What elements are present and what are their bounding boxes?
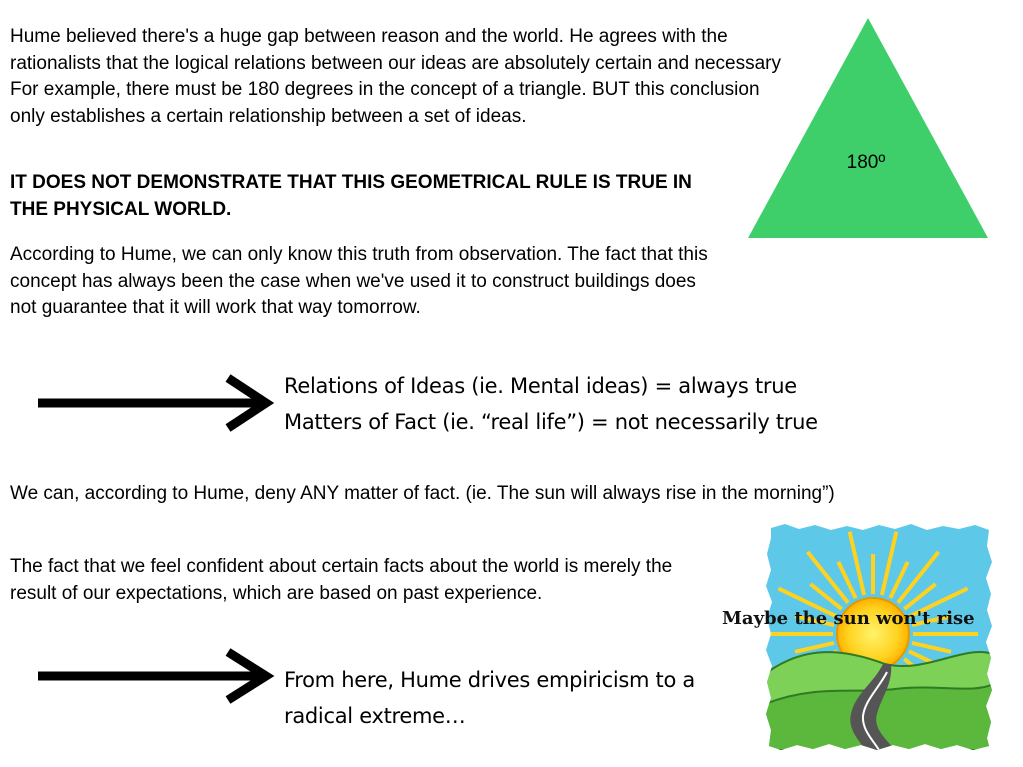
paragraph-observation: According to Hume, we can only know this truth from observation. The fact that this concept has always been the case when we've used it to construct buildings does not guarantee that it will work that way tomorrow. xyxy=(10,244,708,318)
triangle-degrees-label: 180º xyxy=(846,152,886,173)
callout-conclusion: From here, Hume drives empiricism to a radical extreme… xyxy=(284,668,695,728)
paragraph-expectations: The fact that we feel confident about certain facts about the world is merely the result of our expectations, which are based on past experience. xyxy=(10,556,673,604)
right-arrow-icon xyxy=(36,374,276,434)
sun-image-caption: Maybe the sun won't rise xyxy=(722,608,975,629)
triangle-icon xyxy=(748,18,988,240)
callout-matters-of-fact: Matters of Fact (ie. “real life”) = not necessarily true xyxy=(284,410,818,434)
paragraph-geometrical-rule: IT DOES NOT DEMONSTRATE THAT THIS GEOMETRICAL RULE IS TRUE IN THE PHYSICAL WORLD. xyxy=(10,172,692,220)
sunrise-road-image xyxy=(765,524,993,750)
callout-relations-of-ideas: Relations of Ideas (ie. Mental ideas) = always true xyxy=(284,374,797,398)
paragraph-deny-matter-of-fact: We can, according to Hume, deny ANY matter of fact. (ie. The sun will always rise in the morning”) xyxy=(10,483,835,504)
paragraph-reason-gap: Hume believed there's a huge gap between reason and the world. He agrees with the rationalists that the logical relations between our ideas are absolutely certain and necessary For example, there must be 180 degrees in the concept of a triangle. BUT this conclusion only establishes a certain relationship between a set of ideas. xyxy=(10,26,782,127)
right-arrow-icon xyxy=(36,648,276,708)
